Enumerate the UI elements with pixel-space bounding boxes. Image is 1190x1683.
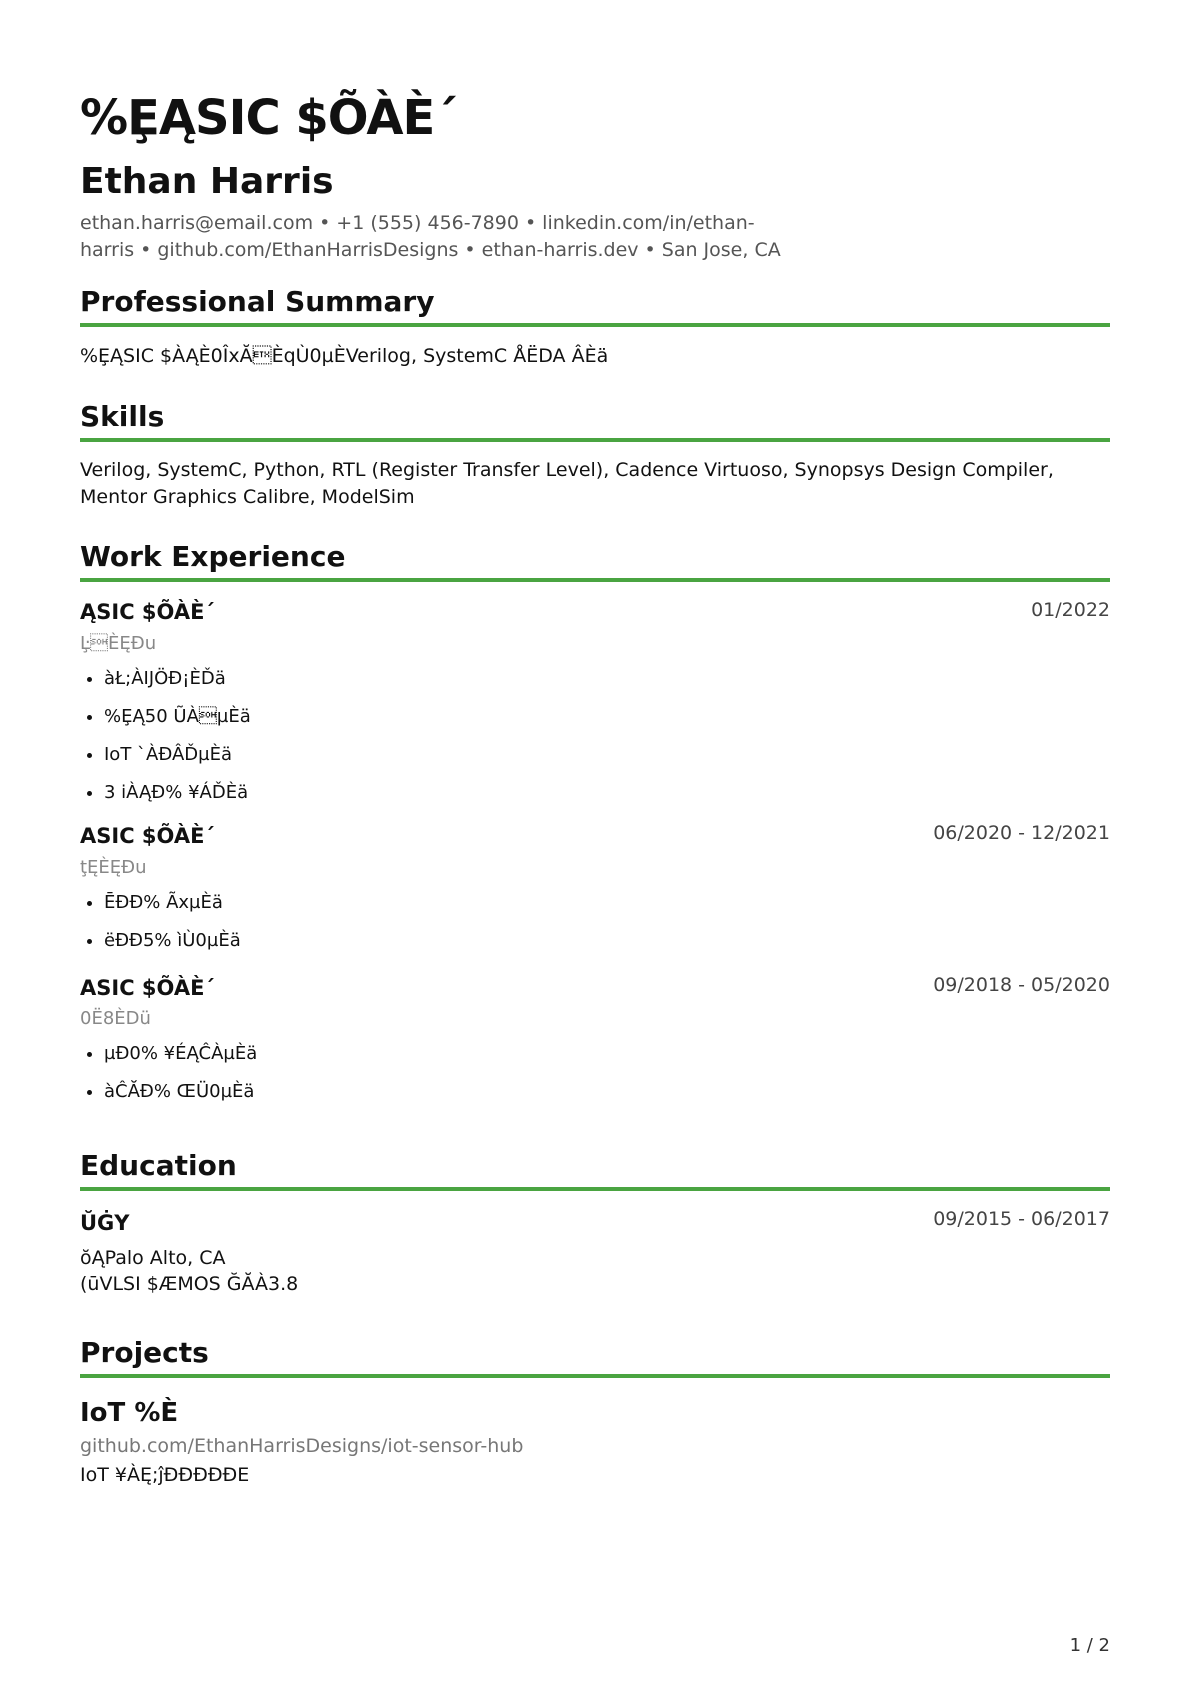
school-name: ŬĠY xyxy=(80,1211,130,1235)
education-location: ŏĄPalo Alto, CA xyxy=(80,1247,226,1269)
summary-heading: Professional Summary xyxy=(80,285,435,318)
skills-text: Verilog, SystemC, Python, RTL (Register Transfer Level), Cadence Virtuoso, Synopsys Design Compiler, Mentor Graphics Calibre, ModelSim xyxy=(80,459,1054,508)
separator: • xyxy=(644,239,656,261)
section-divider xyxy=(80,578,1110,582)
section-divider xyxy=(80,438,1110,442)
list-item: • àĈĂĐ% ŒÜ0µÈä xyxy=(104,1073,257,1111)
contact-line xyxy=(80,210,1110,264)
education-date: 09/2015 - 06/2017 xyxy=(933,1208,1110,1230)
separator: • xyxy=(524,212,537,234)
list-item: • ëĐĐ5% ìÙ0µÈä xyxy=(104,922,241,960)
page-number: 1 / 2 xyxy=(1069,1635,1110,1656)
job-bullets xyxy=(80,884,241,960)
job-company: Ŀ̧ÈĘÐu xyxy=(80,633,157,654)
linkedin-link[interactable]: linkedin.com/in/ethan-harris xyxy=(80,212,755,261)
job-company: 0Ë8ÈDü xyxy=(80,1008,151,1029)
list-item: • ĒĐĐ% ÃxµÈä xyxy=(104,884,241,922)
job-title: ĄSIC $ÕÀÈ´ xyxy=(80,600,215,624)
job-bullets xyxy=(80,1035,257,1111)
skills-heading: Skills xyxy=(80,400,165,433)
candidate-name: Ethan Harris xyxy=(80,161,334,202)
job-date: 01/2022 xyxy=(1031,599,1110,621)
education-heading: Education xyxy=(80,1149,237,1182)
email-link[interactable]: ethan.harris@email.com xyxy=(80,212,314,234)
location: San Jose, CA xyxy=(661,239,781,261)
separator: • xyxy=(464,239,476,261)
job-company: ţĘÈĘÐu xyxy=(80,857,147,878)
list-item: • µĐ0% ¥ÉĄĈÀµÈä xyxy=(104,1035,257,1073)
summary-text: %ȨĄSIC $ÀĄÈ0ÎxĂÈqÙ0µÈVerilog, SystemC ÅËDA ÂÈä xyxy=(80,345,609,367)
job-date: 09/2018 - 05/2020 xyxy=(933,974,1110,996)
section-divider xyxy=(80,323,1110,327)
job-title: ASIC $ÕÀÈ´ xyxy=(80,824,215,848)
list-item: • IoT `ÀĐÂĎµÈä xyxy=(104,736,251,774)
list-item: • %ȨĄ50 ŨÀµÈä xyxy=(104,698,251,736)
separator: • xyxy=(140,239,152,261)
section-divider xyxy=(80,1374,1110,1378)
project-link[interactable]: github.com/EthanHarrisDesigns/iot-sensor-hub xyxy=(80,1435,524,1457)
job-bullets xyxy=(80,660,251,812)
phone-number: +1 (555) 456-7890 xyxy=(336,212,519,234)
project-description: IoT ¥ÀĘ;ĵĐĐĐĐĐE xyxy=(80,1464,250,1486)
job-title: ASIC $ÕÀÈ´ xyxy=(80,976,215,1000)
list-item: • àŁ;ÀĲÖĐ¡ÈĎä xyxy=(104,660,251,698)
experience-heading: Work Experience xyxy=(80,540,346,573)
github-link[interactable]: github.com/EthanHarrisDesigns xyxy=(157,239,459,261)
separator: • xyxy=(319,212,331,234)
headline: %ȨĄSIC $ÕÀÈ´ xyxy=(80,90,458,146)
website-link[interactable]: ethan-harris.dev xyxy=(481,239,639,261)
education-degree: (ūVLSI $ÆMOS ĞĂÀ3.8 xyxy=(80,1273,299,1295)
list-item: • 3 iÀĄĐ% ¥ÁĎÈä xyxy=(104,774,251,812)
project-title: IoT %È xyxy=(80,1398,179,1428)
section-divider xyxy=(80,1187,1110,1191)
projects-heading: Projects xyxy=(80,1336,209,1369)
job-date: 06/2020 - 12/2021 xyxy=(933,822,1110,844)
